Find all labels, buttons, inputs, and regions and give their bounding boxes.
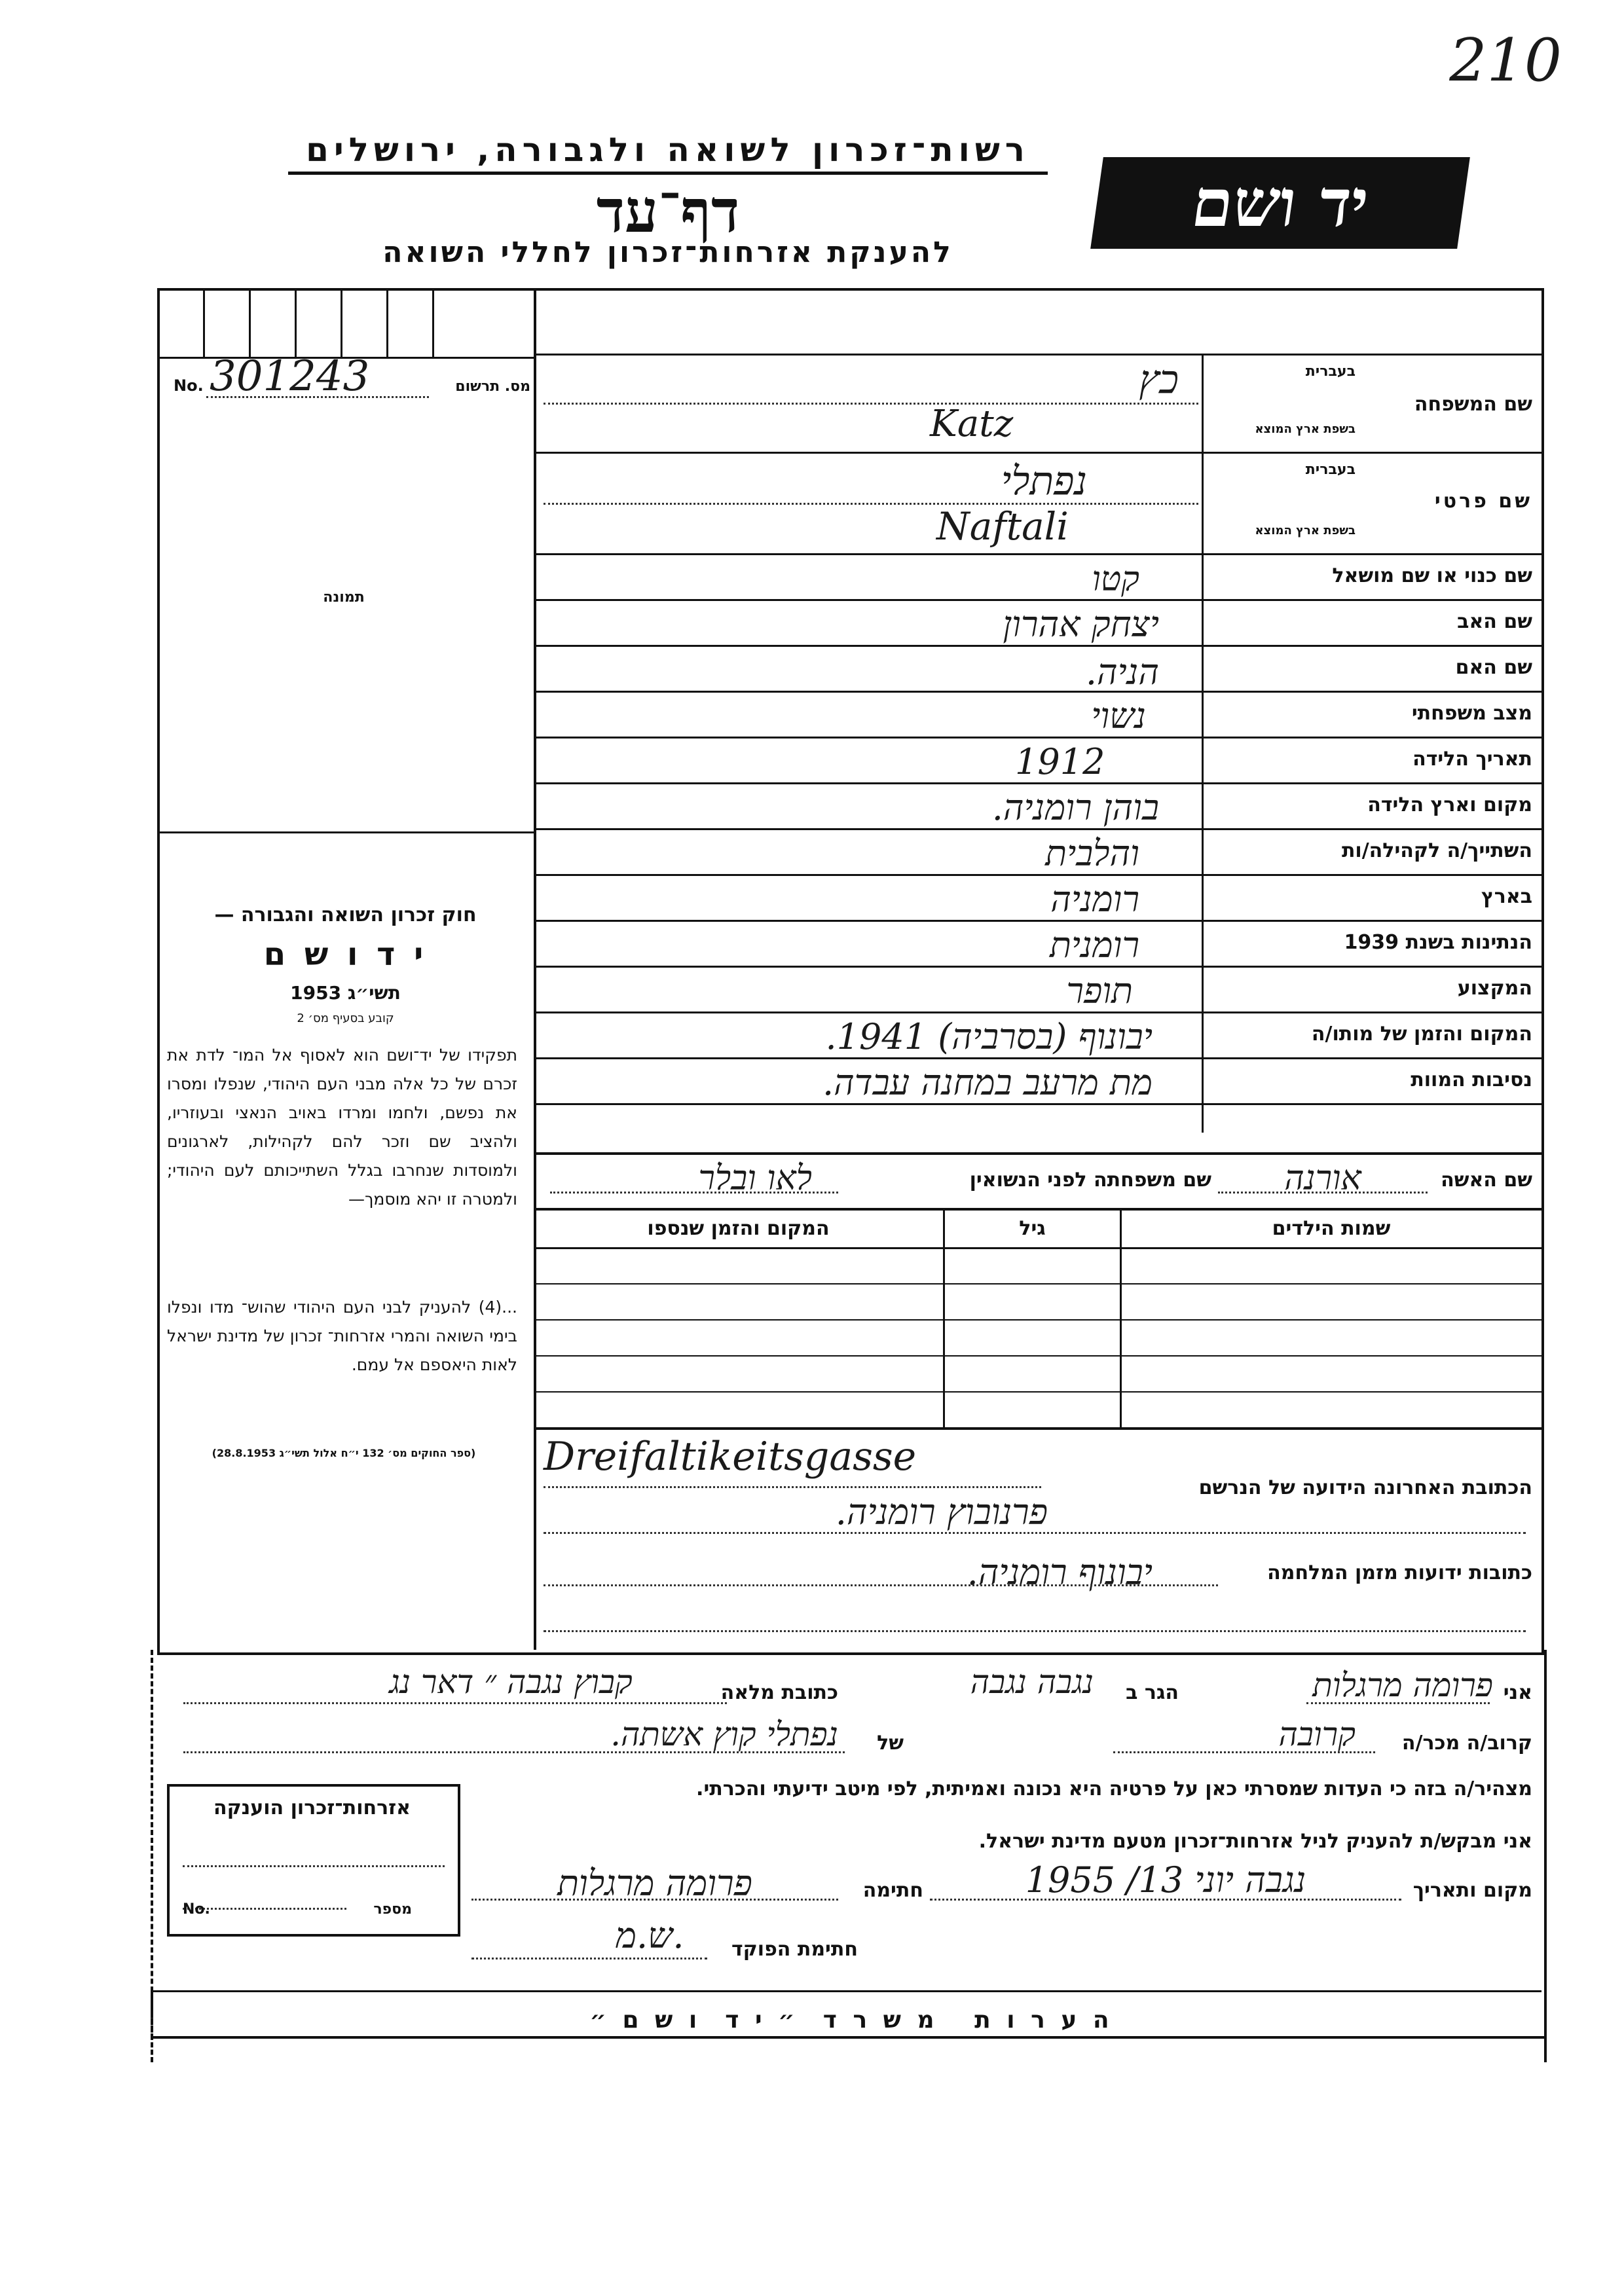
citizenship-label: הנתינות בשנת 1939 xyxy=(1344,931,1532,954)
award-box-no-prefix: No. xyxy=(183,1901,210,1918)
last-address-label: הכתובת האחרונה הידועה של הנרשם xyxy=(1198,1476,1532,1499)
first-name-hebrew-value[interactable]: נפתלי xyxy=(1001,458,1087,504)
children-header-place: המקום והזמן שנספו xyxy=(647,1217,830,1240)
declarant-name-value[interactable]: פרומה מרגלות xyxy=(1312,1666,1493,1704)
declarant-of-value[interactable]: נפתלי קוץ אשתה. xyxy=(610,1715,838,1753)
birth-date-label: תאריך הלידה xyxy=(1412,748,1532,771)
declarant-resident-label: הגר ב xyxy=(1126,1681,1179,1704)
law-clause: קובע בסעיף מס׳ 2 xyxy=(297,1011,394,1025)
nickname-label: שם כנוי או שם מושאל xyxy=(1332,564,1532,587)
declarant-resident-value[interactable]: נגבה נגבה xyxy=(970,1663,1094,1701)
last-address-value-2[interactable]: פרנובוץ רומניה. xyxy=(835,1491,1048,1533)
declarant-i-label: אני xyxy=(1503,1681,1532,1704)
family-name-local-value[interactable]: Katz xyxy=(930,403,1014,445)
first-name-label: שם פרטי xyxy=(1434,490,1532,513)
marital-label: מצב משפחתי xyxy=(1411,702,1532,725)
children-header-age: גיל xyxy=(1019,1217,1046,1240)
community-value[interactable]: והלבית xyxy=(1045,833,1139,874)
photo-label: תמונה xyxy=(323,589,365,606)
father-value[interactable]: יצחק אהרון xyxy=(1003,604,1159,645)
reg-number-value: 301243 xyxy=(210,352,370,401)
first-name-local-value[interactable]: Naftali xyxy=(936,504,1069,549)
declaration-text: מצהיר/ה בזה כי העדות שמסרתי כאן על פרטיה היא נכונה ואמיתית, לפי מיטב ידיעתי והכרתי. xyxy=(696,1777,1532,1800)
father-label: שם האב xyxy=(1457,610,1532,633)
law-heading: חוק זכרון השואה והגבורה — xyxy=(214,903,477,926)
birth-place-label: מקום וארץ הלידה xyxy=(1367,793,1532,816)
award-box-number-label: מספר xyxy=(373,1901,412,1918)
wife-maiden-value[interactable]: לאו ובלר xyxy=(698,1159,812,1198)
yad-vashem-logo: יד ושם xyxy=(1090,157,1470,249)
declarant-full-address-value[interactable]: קבוץ נגבה ״ דאר נג xyxy=(389,1663,633,1701)
page-number: 210 xyxy=(1449,26,1562,95)
marital-value[interactable]: נשוי xyxy=(1091,695,1146,737)
first-name-local-sub: בשפת ארץ המוצא xyxy=(1255,524,1356,538)
last-address-value-1[interactable]: Dreifaltikeitsgasse xyxy=(544,1434,917,1480)
law-paragraph-1: תפקידו של יד־ושם הוא לאסוף אל המו־ לדת את זכרם של כל אלה מבני העם היהודי, שנפלו ומסרו את נפשם, ולחמו ומרדו באויב הנאצי ובעוזריו, ולהציב שם וזכר להם לקהילות, לארגונים ולמוסדות שנחרבו בגלל השתייכותם לעם היהודי; ולמטרה זו יהא מוסמך— xyxy=(167,1046,517,1209)
declarant-of-label: של xyxy=(877,1732,904,1755)
authority-heading: רשות־זכרון לשואה ולגבורה, ירושלים xyxy=(288,131,1048,175)
birth-place-value[interactable]: בוהן רומניה. xyxy=(991,787,1159,828)
in-country-label: בארץ xyxy=(1481,885,1532,908)
signature-label: חתימה xyxy=(862,1879,923,1902)
place-date-value[interactable]: נגבה יוני 13/ 1955 xyxy=(1025,1859,1306,1901)
form-title: דף־עד xyxy=(596,177,740,246)
death-circumstances-label: נסיבות המוות xyxy=(1411,1068,1532,1091)
award-box xyxy=(167,1784,460,1937)
death-place-label: המקום והזמן של מותו/ה xyxy=(1311,1023,1532,1046)
family-name-hebrew-sub: בעברית xyxy=(1305,363,1356,380)
office-notes-heading: ה ע ר ו ת מ ש ר ד ״ י ד ו ש ם ״ xyxy=(589,2007,1113,2033)
family-name-local-sub: בשפת ארץ המוצא xyxy=(1255,422,1356,436)
law-source: (ספר החוקים מס׳ 132 י״ח אלול תשי״ג 28.8.1953) xyxy=(212,1447,476,1459)
in-country-value[interactable]: רומניה xyxy=(1050,879,1139,920)
award-box-title: אזרחות־זכרון הוענקה xyxy=(213,1796,411,1819)
profession-label: המקצוע xyxy=(1457,977,1532,1000)
reg-number-label: מס. תרשום xyxy=(455,378,530,395)
family-name-hebrew-value[interactable]: כץ xyxy=(1139,357,1179,403)
citizenship-value[interactable]: רומנית xyxy=(1049,924,1139,966)
war-address-value[interactable]: יבונוף רומניה. xyxy=(967,1552,1153,1593)
birth-date-value[interactable]: 1912 xyxy=(1015,741,1105,782)
wife-label: שם האשה xyxy=(1441,1169,1532,1192)
law-org: י ד ו ש ם xyxy=(263,936,428,973)
law-year: תשי״ג 1953 xyxy=(290,982,401,1004)
declarant-relative-label: קרוב/ה מכר/ה xyxy=(1401,1732,1532,1755)
signature-value[interactable]: פרומה מרגלות xyxy=(557,1863,752,1904)
declarant-full-address-label: כתובת מלאה xyxy=(720,1681,838,1704)
family-name-label: שם המשפחה xyxy=(1414,393,1532,416)
mother-value[interactable]: הניה. xyxy=(1085,651,1159,693)
children-table xyxy=(534,1208,1541,1427)
form-subtitle: להענקת אזרחות־זכרון לחללי השואה xyxy=(382,236,953,269)
place-date-label: מקום ותאריך xyxy=(1412,1879,1532,1902)
declarant-relative-value[interactable]: קרובה xyxy=(1278,1715,1356,1753)
profession-value[interactable]: תופר xyxy=(1066,970,1133,1011)
children-header-names: שמות הילדים xyxy=(1272,1217,1391,1240)
officer-signature-label: חתימת הפוקד xyxy=(731,1938,858,1961)
officer-signature-value[interactable]: ש.מ. xyxy=(616,1915,684,1956)
death-circumstances-value[interactable]: מת מרעב במחנה עבדה. xyxy=(822,1062,1153,1103)
law-paragraph-2: ...(4) להעניק לבני העם היהודי שהוש־ מדו ונפלו בימי השואה והמרי אזרחות־ זכרון של מדינת ישראל לאות היאספם אל עמם. xyxy=(167,1298,517,1374)
war-address-label: כתובות ידועות מזמן המלחמה xyxy=(1267,1561,1532,1584)
request-text: אני מבקש/ת להעניק לניל אזרחות־זכרון מטעם מדינת ישראל. xyxy=(978,1830,1532,1853)
office-notes-frame xyxy=(151,1990,1547,2062)
death-place-value[interactable]: יבונוף (בסרביה) 1941. xyxy=(825,1016,1153,1057)
community-label: השתייך/ה לקהילה/ות xyxy=(1341,839,1532,862)
nickname-value[interactable]: קטו xyxy=(1092,560,1139,599)
wife-maiden-label: שם משפחתה לפני הנשואין xyxy=(969,1169,1211,1192)
wife-value[interactable]: אורנה xyxy=(1284,1159,1361,1198)
mother-label: שם האם xyxy=(1455,656,1532,679)
first-name-hebrew-sub: בעברית xyxy=(1305,462,1356,478)
reg-number-prefix: No. xyxy=(174,376,204,395)
